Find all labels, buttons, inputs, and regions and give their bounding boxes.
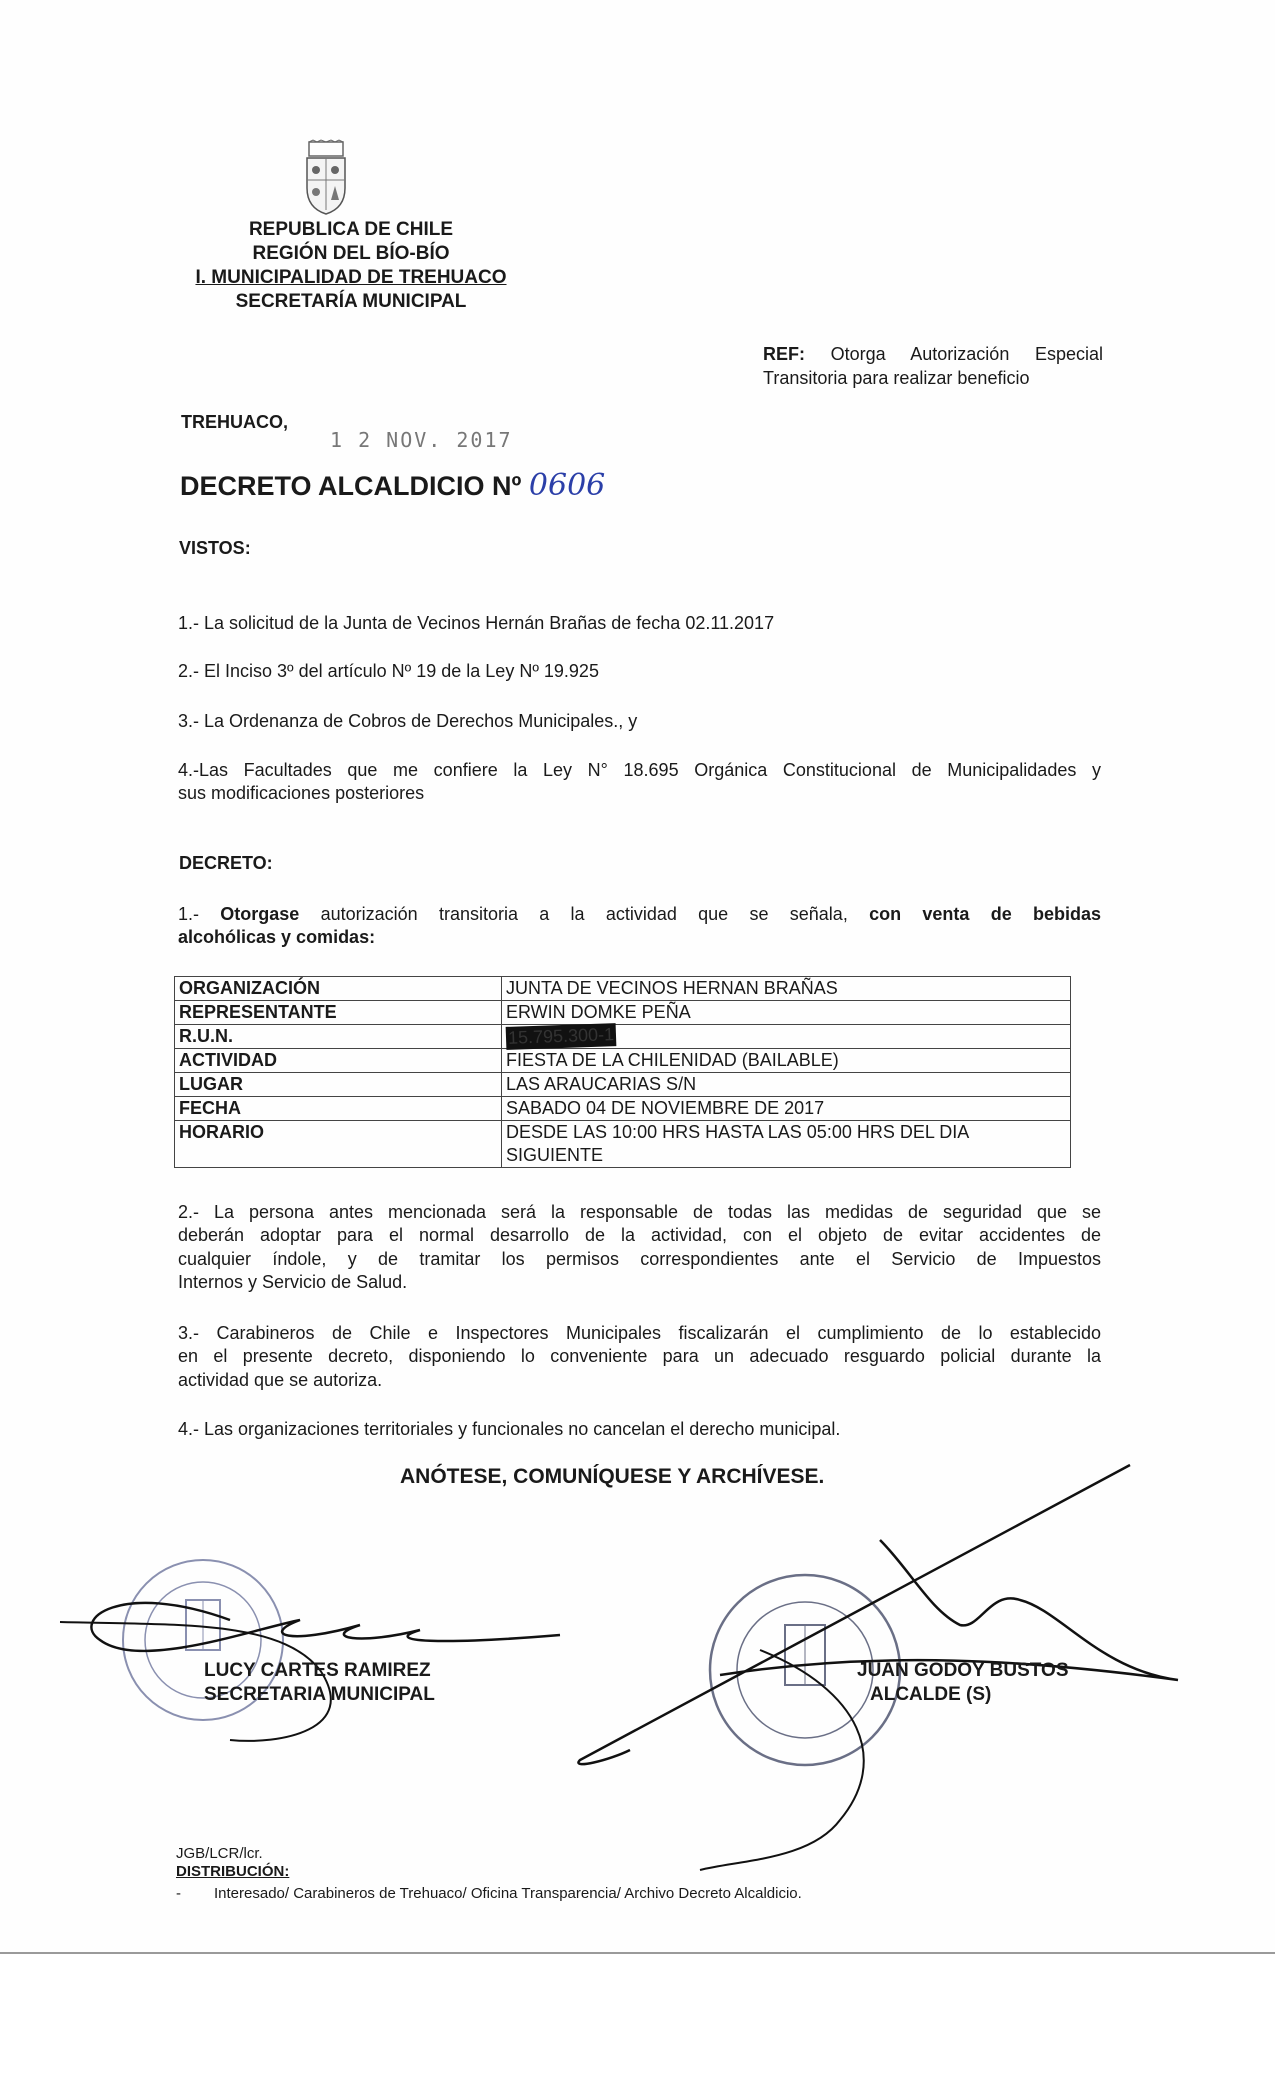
letterhead-municipality: I. MUNICIPALIDAD DE TREHUACO xyxy=(195,267,507,288)
decree-number-handwritten: 0606 xyxy=(528,468,606,503)
secretary-name: LUCY CARTES RAMIREZ xyxy=(204,1660,431,1681)
table-row: ACTIVIDAD FIESTA DE LA CHILENIDAD (BAILABLE) xyxy=(175,1049,1071,1073)
mayor-name: JUAN GODOY BUSTOS xyxy=(857,1660,1069,1681)
redacted-run: 15.795.300-1 xyxy=(506,1023,617,1050)
decreto-paragraph-1: 1.- Otorgase autorización transitoria a la actividad que se señala, con venta de bebidas alcohólicas y comidas: xyxy=(178,904,1101,948)
vistos-item: 3.- La Ordenanza de Cobros de Derechos Municipales., y xyxy=(178,711,638,731)
letterhead xyxy=(180,218,522,314)
table-row: R.U.N. 15.795.300-1 xyxy=(175,1025,1071,1049)
activity-details-table xyxy=(174,976,1071,1168)
reference-label: REF: xyxy=(763,344,805,364)
reference-line-2: Transitoria para realizar beneficio xyxy=(763,367,1030,388)
decree-title xyxy=(180,468,605,503)
vistos-item: 2.- El Inciso 3º del artículo Nº 19 de la Ley Nº 19.925 xyxy=(178,661,599,681)
table-row: REPRESENTANTE ERWIN DOMKE PEÑA xyxy=(175,1001,1071,1025)
reference-block xyxy=(763,343,1103,390)
decreto-heading: DECRETO: xyxy=(179,853,273,873)
reference-line-1: Otorga Autorización Especial xyxy=(830,344,1103,364)
initials: JGB/LCR/lcr. xyxy=(176,1845,263,1862)
coat-of-arms-logo xyxy=(301,140,351,214)
distribution-list: Interesado/ Carabineros de Trehuaco/ Oficina Transparencia/ Archivo Decreto Alcaldicio. xyxy=(214,1885,802,1902)
table-row: FECHA SABADO 04 DE NOVIEMBRE DE 2017 xyxy=(175,1097,1071,1121)
decreto-paragraph-3: 3.- Carabineros de Chile e Inspectores Municipales fiscalizarán el cumplimiento de lo establecido en el presente decreto, disponiendo lo conveniente para un adecuado resguardo policial durante la actividad que se autoriza. xyxy=(178,1323,1101,1390)
mayor-signature-block xyxy=(857,1659,1069,1707)
place: TREHUACO, xyxy=(181,412,288,432)
vistos-item: 1.- La solicitud de la Junta de Vecinos Hernán Brañas de fecha 02.11.2017 xyxy=(178,613,775,633)
secretary-role: SECRETARIA MUNICIPAL xyxy=(204,1684,435,1705)
mayor-role: ALCALDE (S) xyxy=(870,1684,992,1705)
distribution-label: DISTRIBUCIÓN: xyxy=(176,1863,290,1880)
letterhead-department: SECRETARÍA MUNICIPAL xyxy=(235,291,467,312)
letterhead-region: REGIÓN DEL BÍO-BÍO xyxy=(252,243,450,264)
table-row: HORARIO DESDE LAS 10:00 HRS HASTA LAS 05:00 HRS DEL DIA SIGUIENTE xyxy=(175,1121,1071,1168)
footer xyxy=(176,1845,802,1903)
table-row: ORGANIZACIÓN JUNTA DE VECINOS HERNAN BRAÑAS xyxy=(175,977,1071,1001)
vistos-item: 4.-Las Facultades que me confiere la Ley N° 18.695 Orgánica Constitucional de Municipalidades y sus modificaciones posteriores xyxy=(178,760,1101,804)
decreto-paragraph-4: 4.- Las organizaciones territoriales y funcionales no cancelan el derecho municipal. xyxy=(178,1419,841,1439)
secretary-signature xyxy=(60,1560,580,1750)
date-stamp: 1 2 NOV. 2017 xyxy=(330,428,513,452)
secretary-signature-block xyxy=(204,1659,435,1707)
vistos-heading: VISTOS: xyxy=(179,538,251,558)
decree-title-label: DECRETO ALCALDICIO Nº xyxy=(180,471,522,501)
table-row: LUGAR LAS ARAUCARIAS S/N xyxy=(175,1073,1071,1097)
letterhead-country: REPUBLICA DE CHILE xyxy=(248,219,454,240)
decreto-paragraph-2: 2.- La persona antes mencionada será la responsable de todas las medidas de seguridad que se deberán adoptar para el normal desarrollo de la actividad, con el objeto de evitar accidentes de cualquier índole, y de tramitar los permisos correspondientes ante el Servicio de Impuestos Internos y Servicio de Salud. xyxy=(178,1202,1101,1293)
closing-formula: ANÓTESE, COMUNÍQUESE Y ARCHÍVESE. xyxy=(400,1465,825,1488)
bullet: - xyxy=(176,1885,181,1902)
